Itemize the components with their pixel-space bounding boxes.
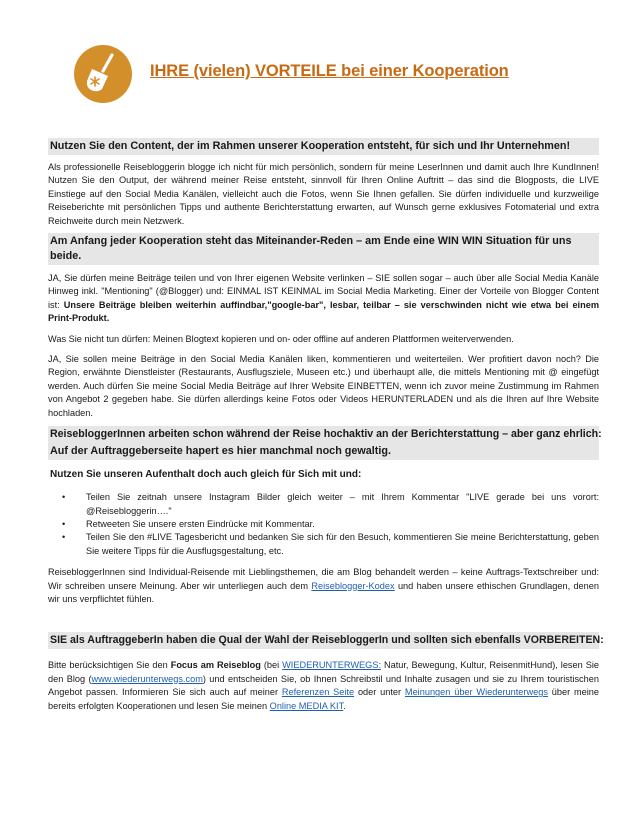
bullet-symbol: • — [62, 492, 66, 503]
section-heading-prepare: SIE als AuftraggeberIn haben die Qual der Wahl der ReisebloggerIn und sollten sich ebenfalls VORBEREITEN: — [48, 632, 599, 649]
list-item — [48, 518, 599, 531]
list-item-text: Teilen Sie den #LIVE Tagesbericht und bedanken Sie sich für den Besuch, kommentieren Sie meine Berichterstattung, geben Sie weitere Tipps für die Ausflugsgestaltung, etc. — [86, 532, 599, 556]
logo — [74, 45, 132, 103]
ethics-text-after: und haben unsere ethischen Grundlagen, denen wir uns verpflichtet fühlen. — [48, 580, 599, 604]
focus-text-5: oder unter — [354, 687, 405, 698]
section-heading-reporting-line1: ReisebloggerInnen arbeiten schon während der Reise hochaktiv an der Berichterstattung – aber ganz ehrlich: — [50, 428, 602, 441]
link-blog-url[interactable]: www.wiederunterwegs.com — [91, 673, 203, 684]
paragraph-bloggers-ethics — [48, 566, 599, 606]
shovel-asterisk-icon — [74, 45, 132, 103]
paragraph-focus — [48, 659, 599, 713]
paragraph-sharing-bold: Unsere Beiträge bleiben weiterhin auffindbar,"google-bar", lesbar, teilbar – sie verschwinden nicht wie etwa bei einem Print-Produkt. — [48, 299, 599, 324]
focus-text-4: ) und entscheiden Sie, ob Ihnen Schreibstil und Inhalte zusagen und sie zu Ihrem touristischen Angebot passen. Informieren Sie sich auch auf meiner — [48, 673, 599, 698]
list-item — [48, 491, 599, 518]
focus-text-2: (bei — [260, 660, 283, 671]
link-reiseblogger-kodex[interactable]: Reiseblogger-Kodex — [311, 580, 395, 591]
bullet-symbol: • — [62, 532, 66, 543]
document-content — [48, 138, 604, 713]
list-item-text: Retweeten Sie unsere ersten Eindrücke mit Kommentar. — [86, 518, 315, 529]
subheading-use-stay: Nutzen Sie unseren Aufenthalt doch auch gleich für Sich mit und: — [50, 469, 362, 481]
tips-list — [48, 491, 599, 558]
link-references[interactable]: Referenzen Seite — [281, 687, 355, 698]
section-heading-reporting — [48, 426, 602, 460]
paragraph-sharing — [48, 272, 599, 326]
section-heading-cooperation: Am Anfang jeder Kooperation steht das Miteinander-Reden – am Ende eine WIN WIN Situation für uns beide. — [48, 233, 599, 265]
page-title: IHRE (vielen) VORTEILE bei einer Kooperation — [150, 62, 509, 80]
paragraph-not-allowed: Was Sie nicht tun dürfen: Meinen Blogtext kopieren und on- oder offline auf anderen Plattformen weiterverwenden. — [48, 333, 514, 344]
section-heading-reporting-line2: Auf der Auftraggeberseite hapert es hier manchmal noch gewaltig. — [50, 445, 391, 458]
paragraph-social-media: JA, Sie sollen meine Beiträge in den Social Media Kanälen liken, kommentieren und weiterteilen. Wer profitiert davon noch? Die Region, erwähnte Dienstleister (Restaurants, Ausflugsziele, Museen etc.) und überhaupt alle, die mittels Mentioning mit @ eingefügt werden. Auch dürfen Sie meine Social Media Beiträge auf Ihrer Website EINBETTEN, wenn ich zuvor meine Zustimmung im Rahmen von Angebot 2 gegeben habe. Sie dürfen allerdings keine Fotos oder Videos HERUNTERLADEN und als die Ihren auf Ihre Website hochladen. — [48, 354, 599, 418]
link-media-kit[interactable]: Online MEDIA KIT — [269, 700, 344, 711]
link-wiederunterwegs[interactable]: WIEDERUNTERWEGS: — [282, 660, 381, 671]
focus-text-3: Natur, Bewegung, Kultur, ReisenmitHund), lesen Sie den Blog ( — [48, 660, 599, 684]
list-item — [48, 531, 599, 558]
paragraph-sharing-text: JA, Sie dürfen meine Beiträge teilen und von Ihrer eigenen Website verlinken – SIE sollen sogar – auch über alle Social Media Kanäle Hinweg inkl. "Mentioning" (@Blogger) und: EINMAL IST KEINMAL im Social Media Marketing. Einer der Vorteile von Blogger Content ist: — [48, 273, 599, 310]
focus-text-7: . — [343, 700, 346, 711]
bullet-symbol: • — [62, 518, 66, 529]
focus-text-6: über meine bereits erfolgten Kooperationen und lesen Sie meinen — [48, 687, 599, 711]
section-heading-content: Nutzen Sie den Content, der im Rahmen unserer Kooperation entsteht, für sich und Ihr Unternehmen! — [48, 138, 599, 155]
link-opinions[interactable]: Meinungen über Wiederunterwegs — [404, 687, 548, 698]
paragraph-content-usage: Als professionelle Reisebloggerin blogge ich nicht für mich persönlich, sondern für meine LeserInnen und damit auch Ihre KundInnen! Nutzen Sie den Output, der während meiner Reise entsteht, sinnvoll für Ihren Online Auftritt – das sind die Blogposts, die LIVE Einstiege auf den Social Media Kanälen, vielleicht auch die Fotos, wenn Sie Ihnen gefallen. Sie dürfen individuelle und kurzweilige Reiseberichte mit persönlichen Tipps und authente Berichterstattung erwarten, auf Wunsch gerne exklusives Fotomaterial und extra Reichweite durch mein Netzwerk. — [48, 162, 599, 226]
list-item-text: Teilen Sie zeitnah unsere Instagram Bilder gleich weiter – mit Ihrem Kommentar "LIVE gerade bei uns vorort: @Reisebloggerin…." — [86, 492, 599, 516]
ethics-text-before: ReisebloggerInnen sind Individual-Reisende mit Lieblingsthemen, die am Blog behandelt werden – keine Auftrags-Textschreiber und: Wir schreiben unsere Meinung. Aber wir unterliegen auch dem — [48, 567, 599, 591]
focus-text-1: Bitte berücksichtigen Sie den — [48, 660, 171, 671]
focus-bold: Focus am Reiseblog — [170, 660, 261, 671]
